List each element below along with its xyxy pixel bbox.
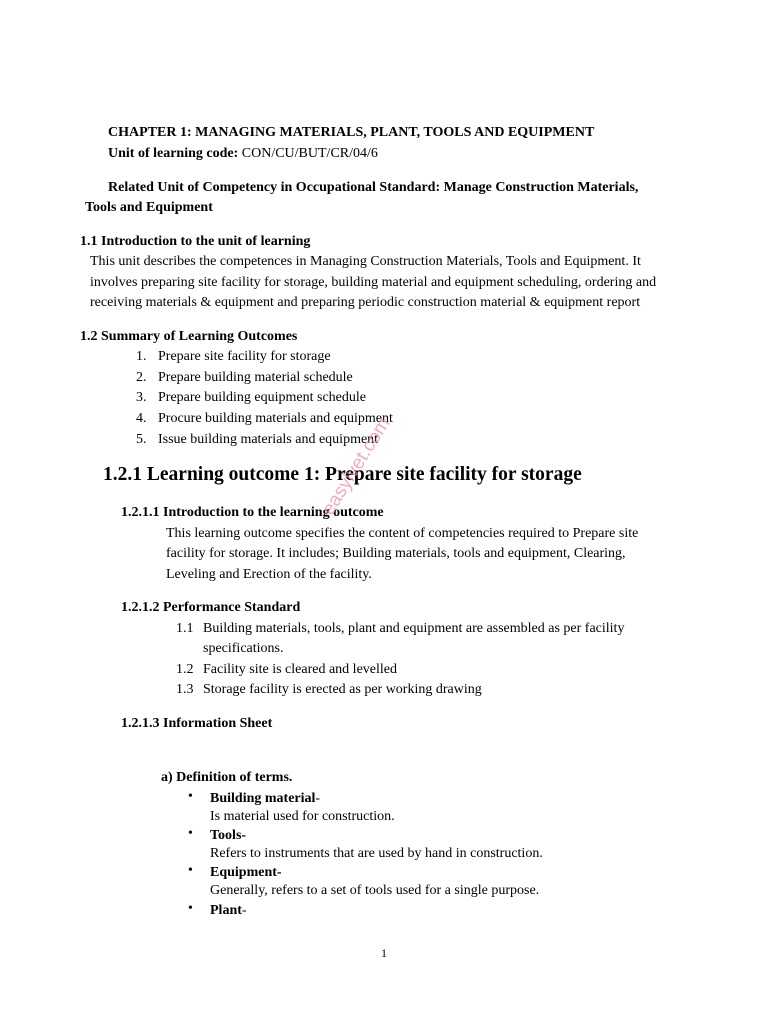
lo-intro-heading: 1.2.1.1 Introduction to the learning outcome (121, 505, 384, 520)
outcome-num: 1. (136, 349, 147, 364)
term-definition: Is material used for construction. (210, 809, 395, 824)
lo-intro-line: Leveling and Erection of the facility. (166, 567, 372, 582)
term-name: Plant (210, 903, 242, 918)
term-name: Tools- (210, 828, 247, 843)
outcome-num: 2. (136, 370, 147, 385)
term-line (210, 827, 246, 845)
term-name: Equipment- (210, 865, 282, 880)
info-sheet-heading: 1.2.1.3 Information Sheet (121, 716, 273, 731)
outcome-num: 4. (136, 411, 147, 426)
watermark-text: easylvet.com (318, 413, 395, 520)
intro-line: receiving materials & equipment and preparing periodic construction material & equipment report (90, 295, 641, 310)
summary-heading: 1.2 Summary of Learning Outcomes (80, 329, 298, 344)
perf-text: Storage facility is erected as per working drawing (203, 682, 482, 697)
outcome-num: 5. (136, 432, 147, 447)
term-line (210, 790, 320, 808)
intro-heading: 1.1 Introduction to the unit of learning (80, 234, 311, 249)
learning-outcome-heading: 1.2.1 Learning outcome 1: Prepare site facility for storage (103, 464, 582, 485)
performance-heading: 1.2.1.2 Performance Standard (121, 600, 301, 615)
outcome-num: 3. (136, 390, 147, 405)
perf-text: Building materials, tools, plant and equipment are assembled as per facility (203, 621, 625, 636)
perf-text: Facility site is cleared and levelled (203, 662, 397, 677)
term-dash: - (315, 791, 321, 806)
unit-code-value: CON/CU/BUT/CR/04/6 (241, 146, 378, 161)
perf-num: 1.2 (176, 662, 194, 677)
lo-intro-line: facility for storage. It includes; Building materials, tools and equipment, Clearing, (166, 546, 626, 561)
term-definition: Refers to instruments that are used by hand in construction. (210, 846, 543, 861)
outcome-text: Issue building materials and equipment (158, 432, 379, 447)
outcome-text: Prepare site facility for storage (158, 349, 331, 364)
term-dash: - (241, 903, 247, 918)
bullet-icon: • (188, 826, 193, 841)
lo-intro-line: This learning outcome specifies the content of competencies required to Prepare site (166, 526, 639, 541)
page-number: 1 (381, 946, 387, 960)
related-unit-line1: Related Unit of Competency in Occupational Standard: Manage Construction Materials, (108, 180, 639, 195)
bullet-icon: • (188, 863, 193, 878)
chapter-title: CHAPTER 1: MANAGING MATERIALS, PLANT, TOOLS AND EQUIPMENT (108, 125, 595, 140)
term-definition: Generally, refers to a set of tools used for a single purpose. (210, 883, 540, 898)
unit-code-label: Unit of learning code: (108, 146, 239, 161)
term-line (210, 864, 282, 882)
perf-text-cont: specifications. (203, 641, 284, 656)
perf-num: 1.3 (176, 682, 194, 697)
definitions-heading: a) Definition of terms. (161, 770, 293, 785)
intro-line: This unit describes the competences in Managing Construction Materials, Tools and Equipment. It (90, 254, 641, 269)
perf-num: 1.1 (176, 621, 194, 636)
outcome-text: Procure building materials and equipment (158, 411, 393, 426)
outcome-text: Prepare building material schedule (158, 370, 353, 385)
bullet-icon: • (188, 789, 193, 804)
outcome-text: Prepare building equipment schedule (158, 390, 366, 405)
related-unit-line2: Tools and Equipment (85, 200, 213, 215)
intro-line: involves preparing site facility for storage, building material and equipment scheduling, ordering and (90, 275, 657, 290)
unit-code-line (108, 145, 378, 163)
term-line (210, 902, 247, 920)
bullet-icon: • (188, 901, 193, 916)
term-name: Building material (210, 791, 316, 806)
